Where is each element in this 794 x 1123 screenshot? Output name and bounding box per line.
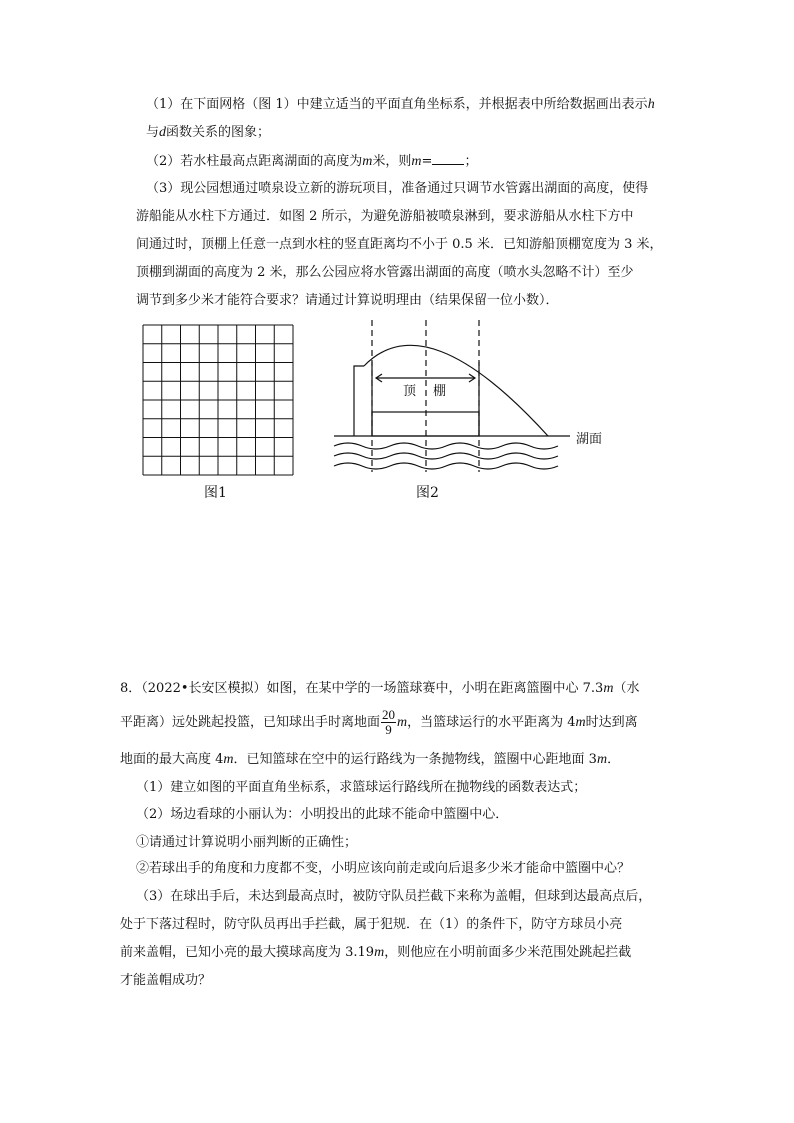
lake-label: 湖面 [576,432,603,447]
q8-line11: 才能盖帽成功？ [120,973,212,988]
q8-line3-end: ． [607,752,621,767]
q8-line2-mid: ，当篮球运行的水平距离为 4 [407,715,576,730]
q7-part1-text: （1）在下面网格（图 1）中建立适当的平面直角坐标系，并根据表中所给数据画出表示 [146,97,648,112]
q7-part2-mid: 米，则 [372,154,412,169]
q8-line1 [120,680,639,698]
q8-line10-post: ，则他应在小明前面多少米范围处跳起拦截 [384,945,632,960]
q7-part2-end: ； [464,154,478,169]
q8-line3-pre: 地面的最大高度 4 [120,752,224,767]
q7-part1-text-post: 函数关系的图象； [166,125,271,140]
q8-line1-pre: 8．（2022•长安区模拟）如图，在某中学的一场篮球赛中，小明在距离篮圈中心 7.3 [120,681,604,696]
unit-m: m [596,752,608,767]
q7-part3-line5: 调节到多少米才能符合要求？请通过计算说明理由（结果保留一位小数）． [136,293,559,308]
figure2-fountain-diagram [328,312,628,482]
water-parabola [364,345,548,436]
q8-line2 [120,708,638,738]
q8-line5: （2）场边看球的小丽认为：小明投出的此球不能命中篮圈中心． [136,807,509,822]
q7-part1-line2 [146,124,270,142]
q7-part2-pre: （2）若水柱最高点距离湖面的高度为 [146,154,363,169]
roof-label-1: 顶 [403,384,417,399]
var-h: h [647,97,655,112]
var-d: d [159,125,167,140]
q8-line4: （1）建立如图的平面直角坐标系，求篮球运行路线所在抛物线的函数表达式； [136,780,587,795]
q8-line7: ②若球出手的角度和力度都不变，小明应该向前走或向后退多少米才能命中篮圈中心？ [136,861,631,876]
wave-1 [334,443,558,449]
q8-line2-post: 时达到离 [585,715,638,730]
q8-line1-post: （水 [613,681,640,696]
wave-2 [334,453,558,459]
answer-blank [432,152,464,165]
q7-part3-line4: 顶棚到湖面的高度为 2 米，那么公园应将水管露出湖面的高度（喷水头忽略不计）至少 [136,265,634,280]
q7-part3-line2: 游船能从水柱下方通过．如图 2 所示，为避免游船被喷泉淋到，要求游船从水柱下方中 [136,209,634,224]
q8-line9: 处于下落过程时，防守队员再出手拦截，属于犯规．在（1）的条件下，防守方球员小亮 [120,917,623,932]
var-m-2: m [411,154,422,169]
q7-part3-line1: （3）现公园想通过喷泉设立新的游玩项目，准备通过只调节水管露出湖面的高度，使得 [146,181,649,196]
fraction-numerator: 20 [382,707,396,722]
q8-line10-pre: 前来盖帽，已知小亮的最大摸球高度为 3.19 [120,945,375,960]
q8-line2-pre: 平距离）远处跳起投篮，已知球出手时离地面 [120,715,381,730]
unit-m: m [374,945,385,960]
roof-label-2: 棚 [433,384,447,399]
water-pipe [354,366,364,436]
q8-line3-mid: ．已知篮球在空中的运行路线为一条抛物线，篮圈中心距地面 3 [233,752,597,767]
q7-part1-line1 [146,96,655,114]
var-m: m [362,154,373,169]
figure1-caption: 图1 [204,485,227,501]
q8-line6: ①请通过计算说明小丽判断的正确性； [136,835,358,850]
fraction-denominator: 9 [385,722,392,737]
unit-m: m [603,681,614,696]
unit-m: m [575,715,586,730]
figure2-caption: 图2 [416,485,439,501]
q7-part1-text-pre: 与 [146,125,160,140]
q7-part2 [146,152,477,171]
q8-line10 [120,944,631,962]
figure1-grid [140,322,296,478]
unit-m: m [223,752,234,767]
q7-part3-line3: 间通过时，顶棚上任意一点到水柱的竖直距离均不小于 0.5 米．已知游船顶棚宽度为 3 米， [136,237,663,252]
wave-3 [334,463,558,469]
q8-line8: （3）在球出手后，未达到最高点时，被防守队员拦截下来称为盖帽，但球到达最高点后， [136,889,652,904]
q7-part2-eq: = [421,154,433,169]
unit-m: m [397,715,408,730]
q8-line3 [120,751,620,769]
fraction-release-height [381,708,396,737]
